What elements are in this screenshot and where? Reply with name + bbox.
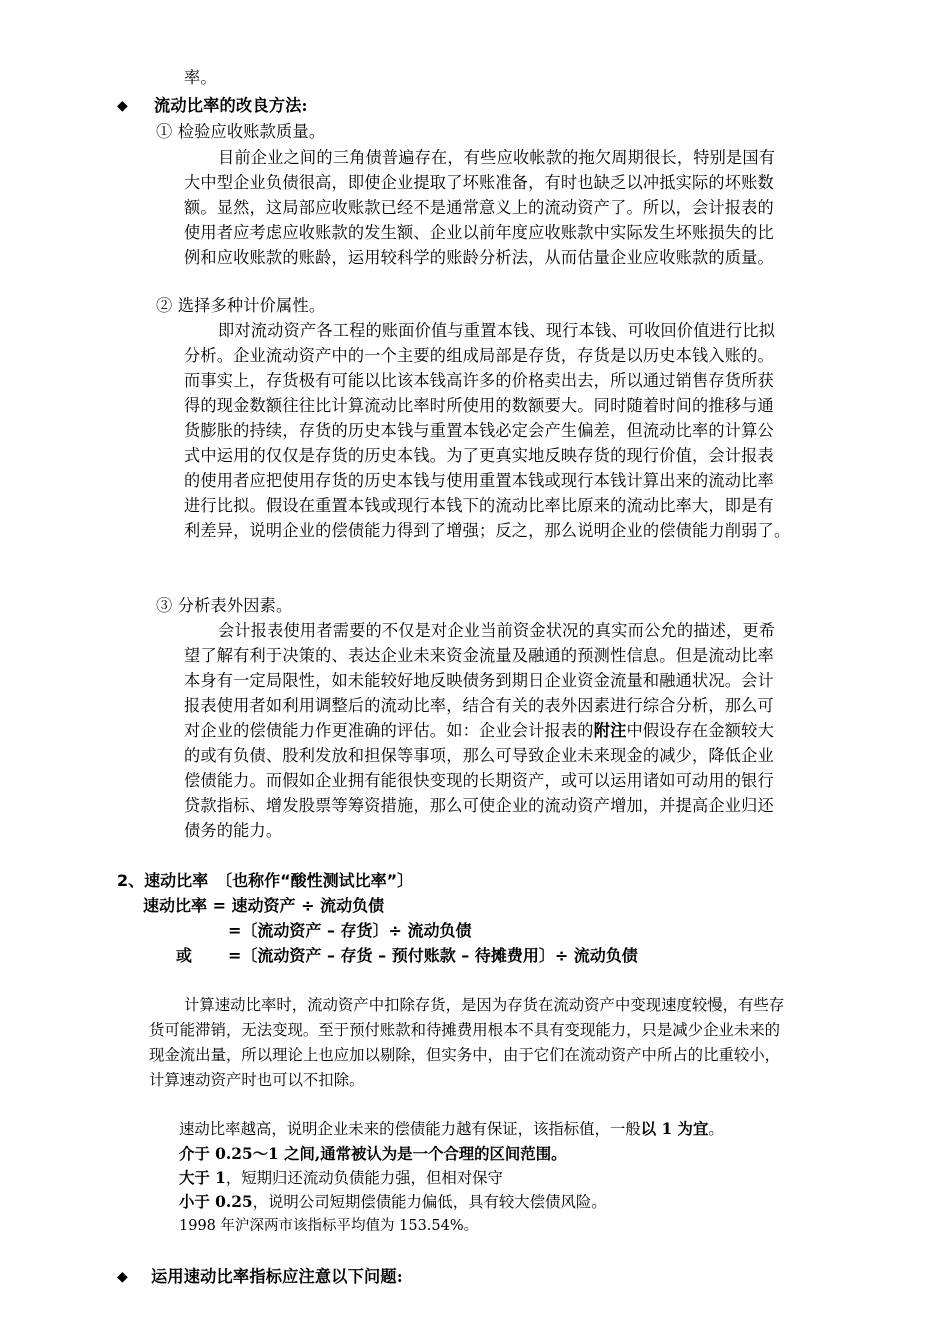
- item1-label: ① 检验应收账款质量。: [156, 122, 326, 141]
- quick-p1: 速动比率越高，说明企业未来的偿债能力越有保证，该指标值，一般以 1 为宜。: [179, 1120, 724, 1138]
- item1-line-3: 额。显然，这局部应收账款已经不是通常意义上的流动资产了。所以，会计报表的: [184, 198, 774, 217]
- quick-para-line-3: 现金流出量，所以理论上也应加以剔除，但实务中，由于它们在流动资产中所占的比重较小，: [149, 1046, 781, 1064]
- quick-p5: 1998 年沪深两市该指标平均值为 153.54%。: [179, 1218, 479, 1234]
- item3-line-6: 的或有负债、股利发放和担保等事项，那么可导致企业未来现金的减少，降低企业: [184, 746, 774, 765]
- item2-line-6: 式中运用的仅仅是存货的历史本钱。为了更真实地反映存货的现行价值，会计报表: [184, 446, 774, 465]
- item3-line-7: 偿债能力。而假如企业拥有能很快变现的长期资产，或可以运用诸如可动用的银行: [184, 771, 774, 790]
- item1-line-4: 使用者应考虑应收账款的发生额、企业以前年度应收账款中实际发生坏账损失的比: [184, 223, 774, 242]
- item1-line-2: 大中型企业负债很高，即使企业提取了坏账准备，有时也缺乏以冲抵实际的坏账数: [184, 173, 774, 192]
- quick-para-line-1: 计算速动比率时，流动资产中扣除存货，是因为存货在流动资产中变现速度较慢，有些存: [184, 996, 785, 1014]
- formula-3: =〔流动资产 – 存货 – 预付账款 – 待摊费用〕÷ 流动负债: [228, 946, 638, 965]
- item3-line-3: 本身有一定局限性，如未能较好地反映债务到期日企业资金流量和融通状况。会计: [184, 671, 774, 690]
- item3-line-2: 望了解有利于决策的、表达企业未来资金流量及融通的预测性信息。但是流动比率: [184, 646, 774, 665]
- item3-line-4: 报表使用者如利用调整后的流动比率，结合有关的表外因素进行综合分析，那么可: [184, 696, 774, 715]
- quick-ratio-heading: 2、速动比率 〔也称作“酸性测试比率”〕: [117, 871, 414, 890]
- formula-2: =〔流动资产 – 存货〕÷ 流动负债: [228, 921, 472, 940]
- item3-line-8: 贷款指标、增发股票等筹资措施，那么可使企业的流动资产增加，并提高企业归还: [184, 796, 774, 815]
- quick-para-line-4: 计算速动资产时也可以不扣除。: [149, 1071, 365, 1089]
- item2-line-7: 的使用者应把使用存货的历史本钱与使用重置本钱或现行本钱计算出来的流动比率: [184, 471, 774, 490]
- continued-text: 率。: [184, 68, 217, 87]
- improve-heading: 流动比率的改良方法:: [154, 96, 308, 115]
- quick-p2: 介于 0.25～1 之间,通常被认为是一个合理的区间范围。: [179, 1145, 567, 1163]
- item3-line-5: 对企业的偿债能力作更准确的评估。如：企业会计报表的附注中假设存在金额较大: [184, 721, 774, 740]
- item3-line-1: 会计报表使用者需要的不仅是对企业当前资金状况的真实而公允的描述，更希: [218, 621, 776, 640]
- item1-line-5: 例和应收账款的账龄，运用较科学的账龄分析法，从而估量企业应收账款的质量。: [184, 248, 774, 267]
- formula-1: 速动比率 = 速动资产 ÷ 流动负债: [143, 896, 385, 915]
- item3-label: ③ 分析表外因素。: [156, 596, 293, 615]
- item2-line-3: 而事实上，存货极有可能以比该本钱高许多的价格卖出去，所以通过销售存货所获: [184, 371, 774, 390]
- quick-p4: 小于 0.25，说明公司短期偿债能力偏低，具有较大偿债风险。: [179, 1193, 607, 1211]
- item2-label: ② 选择多种计价属性。: [156, 296, 326, 315]
- item1-line-1: 目前企业之间的三角债普遍存在，有些应收帐款的拖欠周期很长，特别是国有: [218, 148, 776, 167]
- diamond-bullet-icon: ◆: [117, 98, 128, 114]
- item2-line-4: 得的现金数额往往比计算流动比率时所使用的数额要大。同时随着时间的推移与通: [184, 396, 774, 415]
- item2-line-1: 即对流动资产各工程的账面价值与重置本钱、现行本钱、可收回价值进行比拟: [218, 321, 776, 340]
- quick-p3: 大于 1，短期归还流动负债能力强，但相对保守: [179, 1169, 503, 1187]
- diamond-bullet-icon: ◆: [117, 1269, 128, 1285]
- footnote-term: 附注: [593, 721, 627, 740]
- item2-line-2: 分析。企业流动资产中的一个主要的组成局部是存货，存货是以历史本钱入账的。: [184, 346, 774, 365]
- item2-line-8: 进行比拟。假设在重置本钱或现行本钱下的流动比率比原来的流动比率大，即是有: [184, 496, 774, 515]
- formula-or: 或: [176, 946, 193, 965]
- item3-line-9: 债务的能力。: [184, 821, 283, 840]
- notes-heading: 运用速动比率指标应注意以下问题:: [151, 1267, 403, 1286]
- item2-line-5: 货膨胀的持续，存货的历史本钱与重置本钱必定会产生偏差，但流动比率的计算公: [184, 421, 774, 440]
- quick-p1-emphasis: 以 1 为宜: [640, 1120, 709, 1138]
- quick-para-line-2: 货可能滞销，无法变现。至于预付账款和待摊费用根本不具有变现能力，只是减少企业未来的: [149, 1021, 781, 1039]
- item2-line-9: 利差异，说明企业的偿债能力得到了增强；反之，那么说明企业的偿债能力削弱了。: [184, 521, 791, 540]
